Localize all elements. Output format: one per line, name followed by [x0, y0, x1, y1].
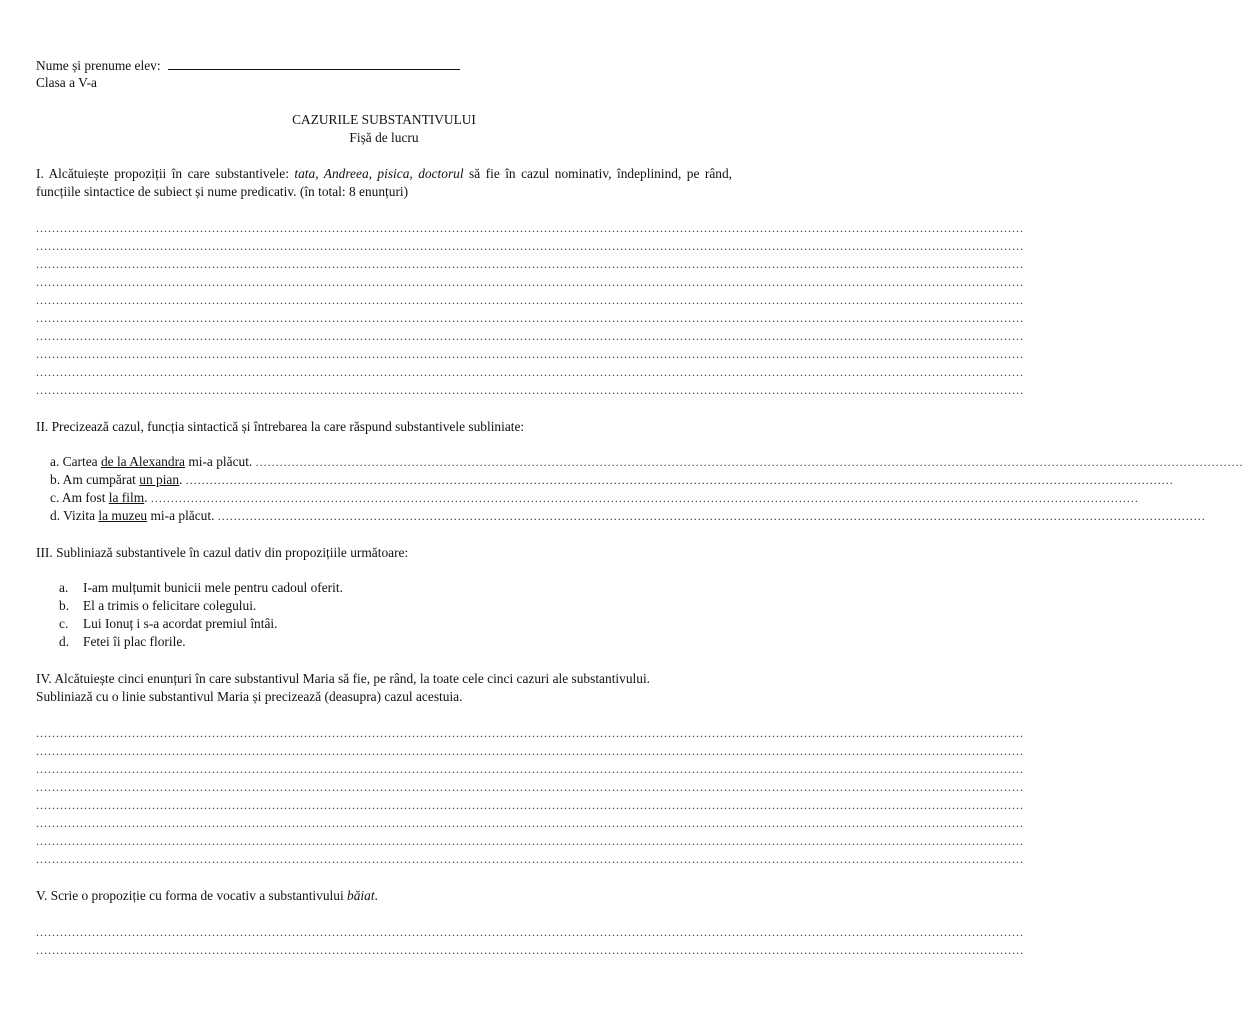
class-label: Clasa a V-a [36, 75, 97, 90]
answer-line: ....................................................................................................................................................................................................................................................... [36, 762, 1024, 776]
item-text-post: . [144, 490, 151, 505]
list-item [50, 453, 1244, 471]
answer-line: ....................................................................................................................................................................................................................................................... [36, 239, 1024, 253]
worksheet-title: CAZURILE SUBSTANTIVULUI [292, 112, 476, 127]
section-1 [36, 165, 1024, 399]
list-item [59, 633, 732, 651]
item-text-post: mi-a plăcut. [184, 454, 256, 469]
item-label: d. [59, 634, 70, 649]
student-name-blank [168, 56, 460, 70]
list-item [50, 489, 1139, 507]
section-4-instruction-line-2: Subliniază cu o linie substantivul Maria și precizează (deasupra) cazul acestuia. [36, 689, 463, 704]
section-2 [36, 418, 1244, 525]
section-1-instruction [36, 165, 732, 201]
list-item [50, 507, 1206, 525]
answer-dots: ....................................................................................................................................................................................................................................................... [217, 509, 1206, 523]
answer-dots: ....................................................................................................................................................................................................................................................... [185, 473, 1174, 487]
answer-line: ....................................................................................................................................................................................................................................................... [36, 257, 1024, 271]
item-text: El a trimis o felicitare colegului. [83, 598, 257, 613]
underlined-noun: un pian [139, 472, 180, 487]
answer-line: ....................................................................................................................................................................................................................................................... [36, 365, 1024, 379]
section-4-answer-lines [36, 724, 1024, 868]
section-4-instruction-line-1: IV. Alcătuiește cinci enunțuri în care substantivul Maria să fie, pe rând, la toate cele cinci cazuri ale substantivului. [36, 671, 651, 686]
title-block [36, 111, 732, 147]
item-text-post: mi-a plăcut. [147, 508, 218, 523]
section-1-answer-lines [36, 219, 1024, 399]
answer-line: ....................................................................................................................................................................................................................................................... [36, 744, 1024, 758]
item-label: b. [59, 598, 70, 613]
item-label: c. [59, 616, 69, 631]
item-text-pre: Vizita [63, 508, 99, 523]
answer-line: ....................................................................................................................................................................................................................................................... [36, 383, 1024, 397]
answer-line: ....................................................................................................................................................................................................................................................... [36, 311, 1024, 325]
list-item [59, 615, 732, 633]
section-5-noun: băiat [347, 888, 375, 903]
section-5-text-b: . [374, 888, 378, 903]
section-1-text-b: să fie în cazul nominativ, îndeplinind, pe rând, funcțiile sintactice de subiect și nume predicativ. (în total: 8 enunțuri) [36, 166, 733, 199]
answer-line: ....................................................................................................................................................................................................................................................... [36, 221, 1024, 235]
item-label: d. [50, 508, 61, 523]
answer-line: ....................................................................................................................................................................................................................................................... [36, 925, 1024, 939]
section-5-answer-lines [36, 923, 1024, 959]
answer-line: ....................................................................................................................................................................................................................................................... [36, 726, 1024, 740]
item-text: Lui Ionuț i s-a acordat premiul întâi. [83, 616, 278, 631]
item-text: I-am mulțumit bunicii mele pentru cadoul oferit. [83, 580, 343, 595]
answer-line: ....................................................................................................................................................................................................................................................... [36, 275, 1024, 289]
list-item [59, 579, 732, 597]
answer-line: ....................................................................................................................................................................................................................................................... [36, 816, 1024, 830]
answer-dots: ....................................................................................................................................................................................................................................................... [255, 455, 1244, 469]
answer-line: ....................................................................................................................................................................................................................................................... [36, 780, 1024, 794]
item-text-pre: Am cumpărat [62, 472, 140, 487]
item-label: a. [50, 454, 60, 469]
section-5-instruction [36, 887, 732, 905]
answer-line: ....................................................................................................................................................................................................................................................... [36, 943, 1024, 957]
section-3 [36, 544, 732, 651]
item-text-pre: Cartea [62, 454, 101, 469]
answer-line: ....................................................................................................................................................................................................................................................... [36, 798, 1024, 812]
section-1-nouns: tata, Andreea, pisica, doctorul [294, 166, 464, 181]
underlined-noun: de la Alexandra [100, 454, 185, 469]
section-5 [36, 887, 1024, 959]
underlined-noun: la film [108, 490, 145, 505]
answer-line: ....................................................................................................................................................................................................................................................... [36, 834, 1024, 848]
worksheet-subtitle: Fișă de lucru [349, 130, 419, 145]
section-2-items [36, 453, 1244, 525]
item-label: b. [50, 472, 61, 487]
answer-line: ....................................................................................................................................................................................................................................................... [36, 329, 1024, 343]
item-label: c. [50, 490, 60, 505]
answer-line: ....................................................................................................................................................................................................................................................... [36, 347, 1024, 361]
student-name-line [36, 56, 732, 74]
answer-line: ....................................................................................................................................................................................................................................................... [36, 852, 1024, 866]
section-2-instruction: II. Precizează cazul, funcția sintactică și întrebarea la care răspund substantivele subliniate: [36, 419, 525, 434]
section-1-text-a: I. Alcătuiește propoziții în care substantivele: [36, 166, 295, 181]
item-text: Fetei îi plac florile. [83, 634, 186, 649]
item-text-post: . [179, 472, 186, 487]
section-3-items [36, 579, 732, 651]
list-item [59, 597, 732, 615]
section-5-text-a: V. Scrie o propoziție cu forma de vocativ a substantivului [36, 888, 348, 903]
section-3-instruction: III. Subliniază substantivele în cazul dativ din propozițiile următoare: [36, 545, 409, 560]
answer-dots: ....................................................................................................................................................................................................................................................... [150, 491, 1139, 505]
worksheet-content [36, 56, 1244, 959]
item-text-pre: Am fost [61, 490, 109, 505]
student-name-label: Nume și prenume elev: [36, 58, 161, 73]
item-label: a. [59, 580, 69, 595]
list-item [50, 471, 1174, 489]
answer-line: ....................................................................................................................................................................................................................................................... [36, 293, 1024, 307]
section-4 [36, 670, 1024, 868]
underlined-noun: la muzeu [98, 508, 148, 523]
